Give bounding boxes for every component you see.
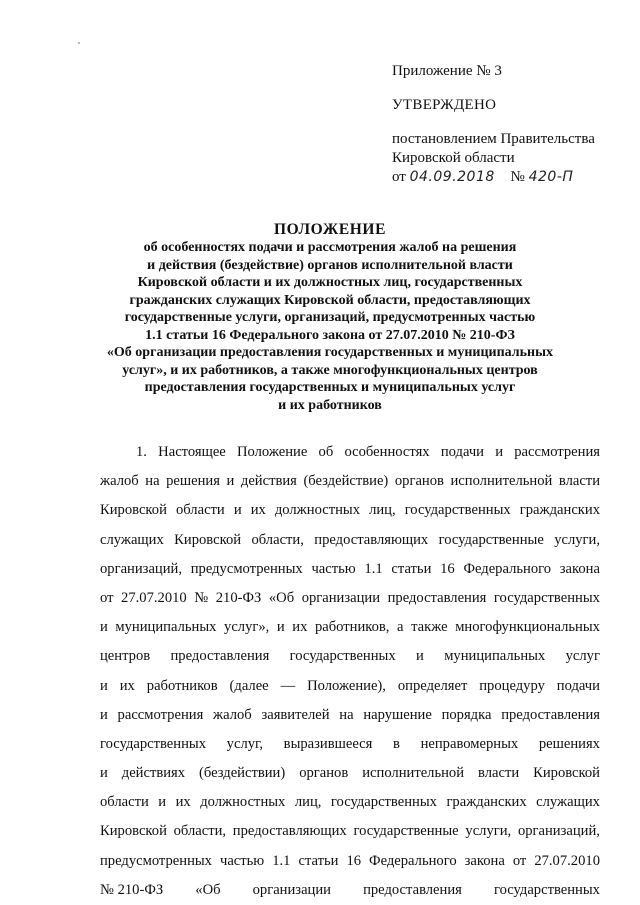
handwritten-date: 04.09.2018 <box>409 169 495 185</box>
body-word: (бездействие) <box>303 473 389 490</box>
body-word: их <box>119 677 135 694</box>
body-word: действия <box>240 473 297 490</box>
body-line <box>100 876 600 905</box>
body-line <box>100 730 600 759</box>
body-word: а <box>397 619 404 636</box>
body-word: служащих <box>536 794 600 811</box>
body-word: № <box>194 589 209 606</box>
body-word: органов <box>394 473 444 490</box>
body-paragraph <box>100 438 600 905</box>
body-word: и <box>233 502 242 519</box>
body-word: работников, <box>314 619 390 636</box>
decree-date-line <box>392 168 573 187</box>
body-word: рассмотрения <box>514 444 600 460</box>
body-word: также <box>411 619 448 636</box>
body-word: 1.1 <box>364 560 383 577</box>
body-word: услуги, <box>554 531 600 548</box>
body-word: гражданских <box>519 502 600 519</box>
body-word: на <box>339 706 354 723</box>
body-word: Федерального <box>463 560 552 577</box>
body-word: жалоб <box>213 706 252 723</box>
body-word: процедуру <box>479 677 545 694</box>
body-word: Кировской <box>174 531 242 548</box>
body-word: рассмотрения <box>117 706 204 723</box>
body-word: работников <box>146 677 218 694</box>
body-word: (далее <box>229 677 269 694</box>
body-word: заявителей <box>261 706 330 723</box>
body-word: органов <box>299 765 349 782</box>
body-word: — <box>280 677 296 694</box>
body-line <box>100 526 600 555</box>
body-word: в <box>393 735 400 752</box>
body-line <box>100 701 600 730</box>
body-word: центров <box>100 648 151 665</box>
body-word: предоставления <box>170 648 270 665</box>
body-word: предоставляющих <box>232 823 347 840</box>
decree-line-1: постановлением Правительства <box>392 131 595 147</box>
body-word: 16 <box>440 560 455 577</box>
body-word: действиях <box>121 765 186 782</box>
body-word: предоставляющих <box>314 531 429 548</box>
body-word: и <box>416 648 424 665</box>
body-word: предоставления <box>501 706 600 723</box>
body-word: исполнительной <box>450 473 553 490</box>
body-word: Кировской <box>100 502 167 519</box>
body-word: подачи <box>440 444 484 460</box>
title-line: Кировской области и их должностных лиц, государственных <box>137 275 523 290</box>
body-word: и <box>495 444 504 460</box>
body-word: должностных <box>274 502 360 519</box>
body-word: Положение), <box>307 677 386 694</box>
body-word: статьи <box>391 560 432 577</box>
body-word: государственных <box>493 589 600 606</box>
body-word: 16 <box>346 852 362 869</box>
body-word: и <box>226 473 235 490</box>
body-word: Кировской <box>533 765 600 782</box>
body-word: муниципальных <box>444 648 546 665</box>
title-line: и действия (бездействие) органов исполнительной власти <box>147 257 513 273</box>
body-word: (бездействии) <box>199 765 286 782</box>
body-word: государственных <box>404 502 511 519</box>
title-line: 1.1 статьи 16 Федерального закона от 27.07.2010 № 210-ФЗ <box>145 327 515 343</box>
decree-line-2: Кировской области <box>392 150 515 166</box>
document-title <box>60 220 600 414</box>
title-line: гражданских служащих Кировской области, предоставляющих <box>129 292 531 308</box>
body-word: частью <box>219 852 265 869</box>
body-line <box>100 584 600 613</box>
title-line: «Об организации предоставления государственных и муниципальных <box>106 345 554 360</box>
body-word: предоставления <box>363 881 462 898</box>
body-line <box>100 467 600 496</box>
body-line <box>100 847 600 876</box>
body-word: порядка <box>441 706 492 723</box>
body-word: подачи <box>556 677 600 694</box>
body-word: области, <box>173 823 227 840</box>
body-word: государственных <box>493 881 600 898</box>
body-word: лиц, <box>369 502 396 519</box>
body-word: жалоб <box>100 473 139 490</box>
body-word: «Об <box>195 881 221 898</box>
body-word: власти <box>478 765 520 782</box>
body-word: определяет <box>397 677 468 694</box>
body-word: от <box>100 589 114 606</box>
body-word: Настоящее <box>158 444 226 460</box>
body-word: решения <box>166 473 220 490</box>
body-word: 27.07.2010 <box>534 852 600 869</box>
body-word: «Об <box>268 589 295 606</box>
body-word: Кировской <box>100 823 167 840</box>
title-line: и их работников <box>278 397 382 413</box>
body-word: и <box>100 765 108 782</box>
approved-label: УТВЕРЖДЕНО <box>392 97 497 113</box>
body-word: государственные <box>438 531 544 548</box>
body-word: предусмотренных <box>100 852 212 869</box>
appendix-number: Приложение № 3 <box>392 63 502 79</box>
body-line <box>100 817 600 846</box>
body-line <box>100 438 600 467</box>
body-word: об <box>318 444 334 460</box>
body-word: 1. <box>136 444 147 460</box>
title-subtitle <box>60 239 600 414</box>
title-line: предоставления государственных и муниципальных услуг <box>144 380 516 395</box>
body-line <box>100 788 600 817</box>
body-word: власти <box>558 473 600 490</box>
scan-speck <box>78 42 80 44</box>
body-word: нарушение <box>363 706 432 723</box>
body-word: организации <box>301 589 381 606</box>
body-word: исполнительной <box>362 765 465 782</box>
body-word: Федерального <box>369 852 457 869</box>
handwritten-number: 420-П <box>528 169 574 185</box>
body-word: лиц, <box>294 794 322 811</box>
body-word: услуги, <box>465 823 512 840</box>
body-word: организаций, <box>517 823 600 840</box>
body-word: 1.1 <box>272 852 291 869</box>
body-word: и <box>100 619 108 636</box>
body-word: Положение <box>237 444 308 460</box>
body-word: выразившееся <box>283 735 373 752</box>
body-word: области <box>100 794 149 811</box>
body-word: закона <box>559 560 600 577</box>
body-word: закона <box>464 852 505 869</box>
body-word: должностных <box>200 794 286 811</box>
body-word: № 210-ФЗ <box>100 881 164 898</box>
body-word: от <box>512 852 527 869</box>
body-line <box>100 555 600 584</box>
body-word: области, <box>251 531 304 548</box>
body-word: государственные <box>353 823 459 840</box>
body-word: их <box>292 619 308 636</box>
body-word: и <box>100 677 108 694</box>
body-word: неправомерных <box>420 735 519 752</box>
body-word: государственных <box>289 648 396 665</box>
body-word: 27.07.2010 <box>121 589 187 606</box>
body-line <box>100 496 600 525</box>
title-heading: ПОЛОЖЕНИЕ <box>273 221 387 238</box>
body-line <box>100 642 600 671</box>
body-word: организаций, <box>100 560 182 577</box>
body-line <box>100 613 600 642</box>
body-word: предусмотренных <box>190 560 303 577</box>
title-line: услуг», и их работников, а также многофункциональных центров <box>122 362 538 378</box>
body-word: статьи <box>298 852 339 869</box>
body-word: решениях <box>538 735 600 752</box>
body-word: 210-ФЗ <box>215 589 262 606</box>
body-word: услуг», <box>224 619 270 636</box>
title-line: государственные услуги, организаций, предусмотренных частью <box>124 310 536 325</box>
number-prefix: № <box>510 169 525 185</box>
body-word: области <box>175 502 225 519</box>
body-word: государственных <box>100 735 207 752</box>
body-word: особенностях <box>344 444 430 460</box>
body-word: частью <box>311 560 356 577</box>
body-line <box>100 672 600 701</box>
title-line: об особенностях подачи и рассмотрения жалоб на решения <box>143 240 517 255</box>
body-word: и <box>276 619 285 636</box>
body-word: служащих <box>100 531 164 548</box>
body-word: организации <box>252 881 331 898</box>
body-word: гражданских <box>446 794 527 811</box>
body-word: предоставления <box>387 589 487 606</box>
body-word: их <box>175 794 191 811</box>
body-word: услуг, <box>226 735 264 752</box>
body-word: многофункциональных <box>455 619 600 636</box>
body-word: муниципальных <box>115 619 217 636</box>
body-word: и <box>100 706 108 723</box>
body-word: и <box>158 794 167 811</box>
body-word: государственных <box>330 794 437 811</box>
body-word: услуг <box>565 648 600 665</box>
body-line <box>100 759 600 788</box>
body-word: их <box>250 502 266 519</box>
body-word: на <box>145 473 160 490</box>
date-prefix: от <box>392 169 406 185</box>
